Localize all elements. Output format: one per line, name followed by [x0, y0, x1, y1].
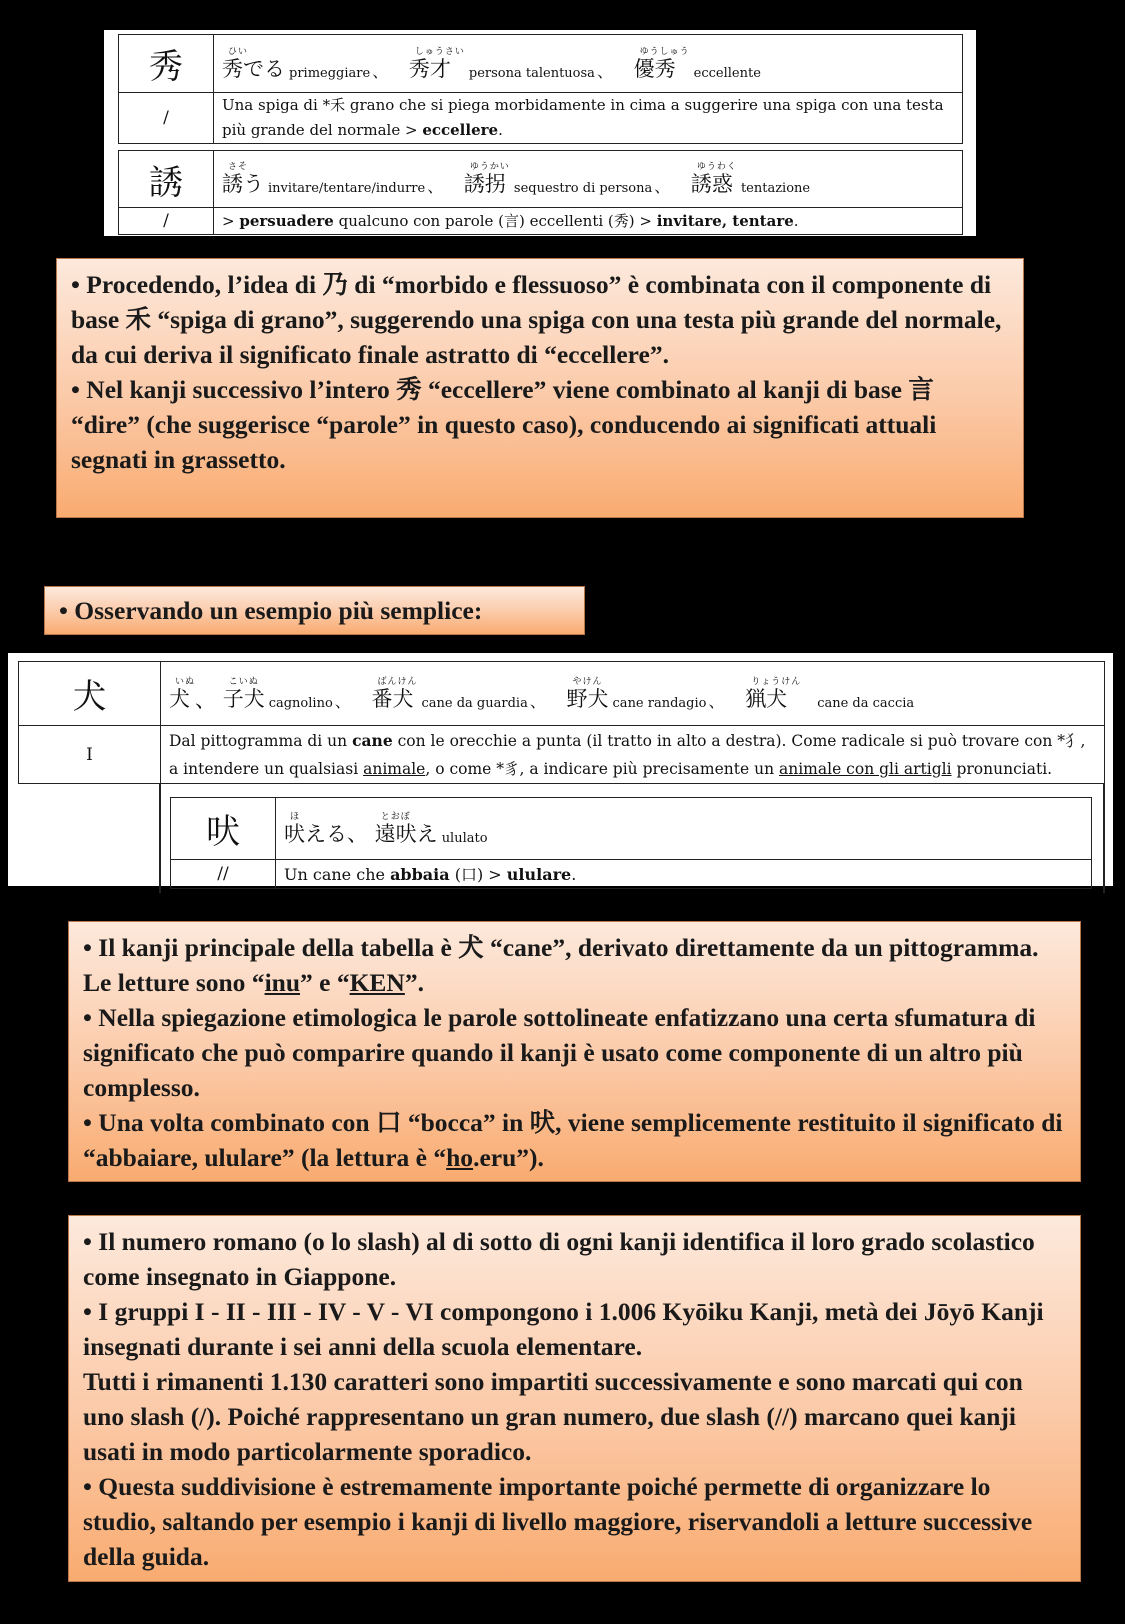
furigana: いぬ: [175, 676, 196, 687]
readings-cell: [276, 798, 1092, 860]
kanji-sub-entry-table: [170, 797, 1092, 889]
kanji-entry-table-shu-yuu: [118, 34, 963, 144]
gloss: persona talentuosa: [468, 65, 595, 81]
word: 番犬: [371, 686, 414, 711]
word: 猟犬: [745, 686, 788, 711]
callout-text: • Una volta combinato con 口 “bocca” in 吠, viene semplicemente restituito il significato di “abbaiare, ululare” (la lettura è “: [83, 1108, 1063, 1172]
etymology-text: pronunciati.: [951, 759, 1053, 778]
separator: 、: [708, 691, 725, 711]
word: 子犬: [222, 686, 265, 711]
bold-meaning: ululare: [506, 864, 572, 884]
grade-cell: /: [119, 93, 214, 144]
etymology-text: qualcuno con parole (言) eccellenti (秀) >: [333, 211, 657, 230]
separator: 、: [596, 61, 613, 81]
gloss: tentazione: [740, 181, 811, 196]
table-row: [119, 208, 963, 235]
callout-text: ”.: [404, 968, 424, 997]
separator: 、: [372, 61, 389, 81]
furigana: ばんけん: [377, 676, 418, 687]
separator: 、: [334, 691, 351, 711]
explanation-callout-1: [56, 258, 1024, 518]
word: 野犬: [566, 686, 609, 711]
etymology-text: Una spiga di *禾 grano che si piega morbidamente in cima a suggerire una spiga con una testa più grande del normale >: [222, 96, 944, 139]
table-row: [171, 860, 1092, 889]
bold-meaning: abbaia: [390, 864, 450, 884]
etymology-cell: [214, 93, 963, 144]
grade-cell: //: [171, 860, 276, 889]
sub-entry-divider: [159, 783, 161, 893]
underlined-nuance: animale con gli artigli: [779, 759, 952, 778]
table-row: [119, 35, 963, 93]
word: 遠吠え: [374, 821, 438, 846]
table-row: [119, 93, 963, 144]
table-row: [19, 662, 1105, 726]
separator: 、: [427, 177, 444, 196]
kanji-cell: 吠: [171, 798, 276, 860]
etymology-text: con le orecchie a punta (il tratto in alto a destra). Come radicale si può trovare con *犭,: [392, 731, 1086, 750]
furigana: ひい: [228, 46, 249, 57]
gloss: cagnolino: [268, 695, 333, 711]
etymology-text: >: [222, 211, 240, 230]
callout-paragraph: • Osservando un esempio più semplice:: [59, 596, 483, 625]
furigana: りょうけん: [751, 676, 802, 687]
word: 誘拐: [463, 172, 506, 196]
kanji-cell: 秀: [119, 35, 214, 93]
etymology-text: (口) >: [449, 864, 507, 884]
bold-meaning: invitare, tentare: [656, 211, 794, 230]
callout-paragraph: • Nella spiegazione etimologica le parole sottolineate enfatizzano una certa sfumatura di significato che può comparire quando il kanji è usato come componente di un altro più complesso.: [83, 1003, 1036, 1102]
callout-paragraph: • I gruppi I - II - III - IV - V - VI compongono i 1.006 Kyōiku Kanji, metà dei Jōyō Kanji insegnati durante i sei anni della scuola elementare.: [83, 1297, 1044, 1361]
gloss: primeggiare: [289, 65, 371, 81]
furigana: さそ: [228, 162, 249, 172]
word: 吠える、: [284, 821, 368, 846]
kanji-cell: 犬: [19, 662, 161, 726]
kanji-table-2: [8, 653, 1113, 886]
grade-cell: /: [119, 208, 214, 235]
explanation-callout-3: [68, 1215, 1081, 1582]
callout-paragraph: • Procedendo, l’idea di 乃 di “morbido e flessuoso” è combinata con il componente di base 禾 “spiga di grano”, suggerendo una spiga con una testa più grande del normale, da cui deriva il significato finale astratto di “eccellere”.: [71, 270, 1002, 369]
separator: 、: [195, 687, 217, 712]
word: 誘惑: [690, 172, 733, 196]
kanji-table-1: [104, 30, 976, 236]
gloss: cane da guardia: [421, 695, 528, 711]
table-row: [119, 151, 963, 208]
kanji-cell: 誘: [119, 151, 214, 208]
etymology-text: Dal pittogramma di un: [169, 731, 353, 750]
furigana: ほ: [290, 811, 301, 822]
readings-cell: [161, 662, 1105, 726]
furigana: しゅうさい: [414, 46, 465, 57]
gloss: ululato: [441, 830, 488, 846]
word: 誘う: [222, 172, 264, 196]
callout-text: .eru”).: [473, 1143, 544, 1172]
explanation-callout-2: [68, 921, 1081, 1182]
table-row: [171, 798, 1092, 860]
grade-cell: I: [19, 726, 161, 784]
word: 優秀: [633, 56, 676, 81]
callout-paragraph: [83, 930, 1066, 1000]
callout-text: • Il kanji principale della tabella è 犬 “cane”, derivato direttamente da un pittogramma. Le letture sono “: [83, 933, 1039, 997]
word: 秀才: [408, 56, 451, 81]
callout-paragraph: Tutti i rimanenti 1.130 caratteri sono impartiti successivamente e sono marcati qui con uno slash (/). Poiché rappresentano un gran numero, due slash (//) marcano quei kanji usati in modo particolarmente sporadico.: [83, 1367, 1023, 1466]
gloss: cane randagio: [612, 695, 707, 711]
furigana: ゆうかい: [469, 162, 510, 172]
etymology-text: a intendere un qualsiasi: [169, 759, 364, 778]
bold-meaning: persuadere: [239, 211, 334, 230]
kanji-entry-table-ken: [18, 661, 1105, 784]
furigana: ゆうしゅう: [639, 46, 690, 57]
furigana: ゆうわく: [696, 162, 737, 172]
kanji-entry-table-yuu: [118, 150, 963, 235]
etymology-text: .: [571, 864, 577, 884]
callout-paragraph: • Il numero romano (o lo slash) al di sotto di ogni kanji identifica il loro grado scolastico come insegnato in Giappone.: [83, 1227, 1035, 1291]
bold-meaning: cane: [352, 730, 393, 750]
etymology-cell: [214, 208, 963, 235]
separator: 、: [654, 177, 671, 196]
reading-kun: inu: [264, 968, 301, 997]
gloss: sequestro di persona: [513, 181, 653, 196]
callout-paragraph: [83, 1105, 1066, 1175]
bold-meaning: eccellere: [422, 121, 499, 139]
callout-paragraph: • Questa suddivisione è estremamente importante poiché permette di organizzare lo studio, saltando per esempio i kanji di livello maggiore, riservandoli a letture successive della guida.: [83, 1472, 1033, 1571]
word: 秀でる: [222, 56, 285, 81]
etymology-text: , o come *豸, a indicare più precisamente un: [425, 759, 779, 778]
table-row: [19, 726, 1105, 784]
furigana: こいぬ: [228, 676, 259, 687]
furigana: やけん: [572, 676, 603, 687]
word: 犬: [169, 686, 190, 711]
reading-underlined: ho: [446, 1143, 474, 1172]
callout-text: ” e “: [300, 968, 350, 997]
underlined-nuance: animale: [363, 759, 426, 778]
gloss: cane da caccia: [817, 695, 915, 711]
sub-entry-divider: [1103, 783, 1105, 893]
etymology-cell: [276, 860, 1092, 889]
example-intro-callout: [44, 586, 585, 635]
etymology-text: .: [498, 121, 503, 139]
etymology-text: Un cane che: [284, 864, 391, 884]
etymology-text: .: [793, 211, 799, 230]
etymology-cell: [161, 726, 1105, 784]
readings-cell: [214, 35, 963, 93]
gloss: invitare/tentare/indurre: [268, 181, 426, 196]
furigana: とおぼ: [380, 811, 411, 822]
reading-on: KEN: [349, 968, 405, 997]
gloss: eccellente: [693, 65, 761, 81]
readings-cell: [214, 151, 963, 208]
callout-paragraph: • Nel kanji successivo l’intero 秀 “eccellere” viene combinato al kanji di base 言 “dire” (che suggerisce “parole” in questo caso), conducendo ai significati attuali segnati in grassetto.: [71, 375, 937, 474]
separator: 、: [529, 691, 546, 711]
